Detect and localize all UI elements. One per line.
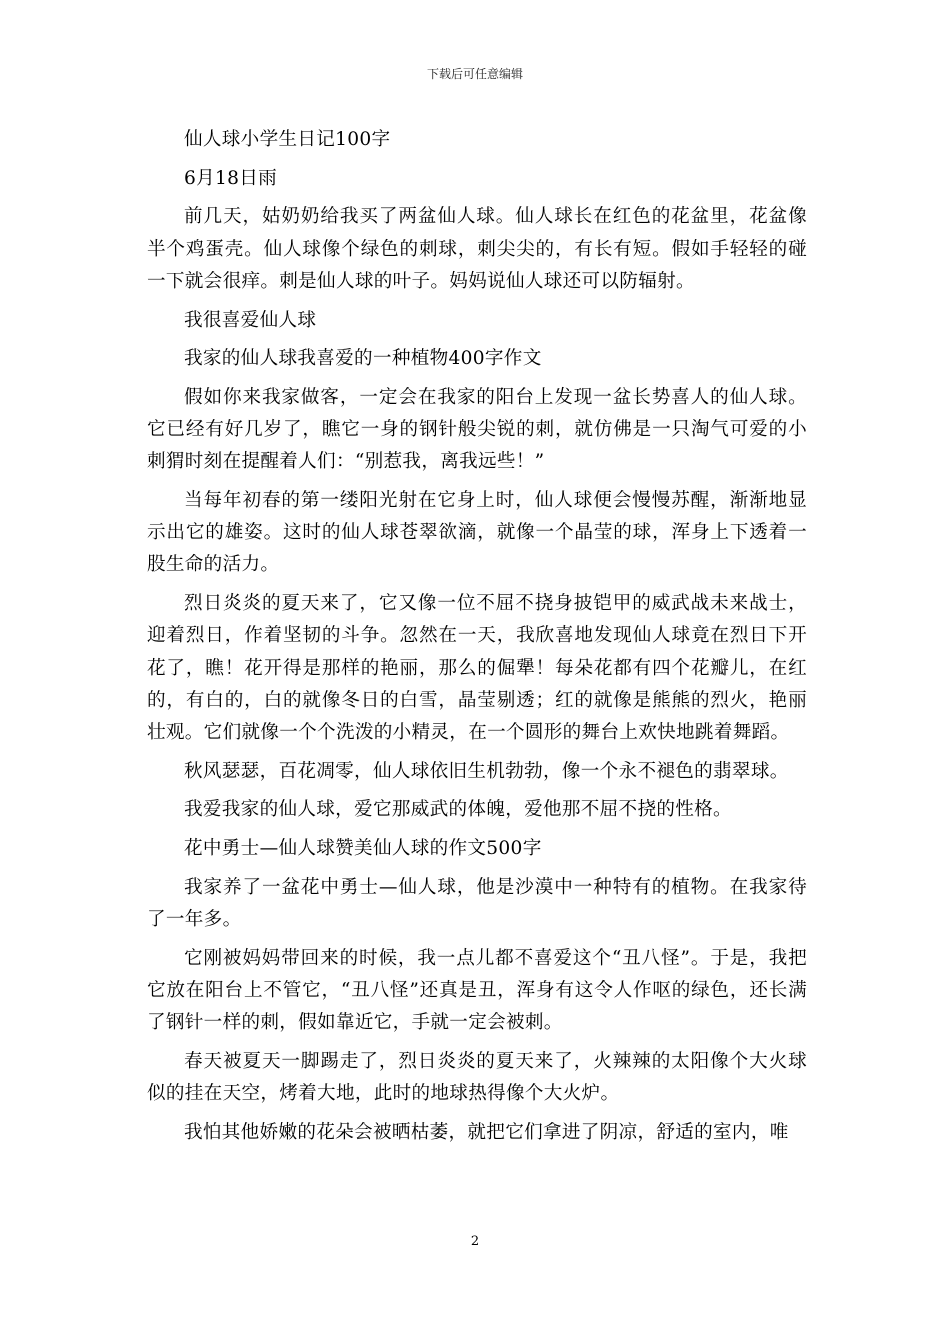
page-header: 下载后可任意编辑 [426,67,523,81]
paragraph: 春天被夏天一脚踢走了，烈日炎炎的夏天来了，火辣辣的太阳像个大火球似的挂在天空，烤着大地，此时的地球热得像个大火炉。 [147,1050,807,1104]
essay-title: 我家的仙人球我喜爱的一种植物400字作文 [184,348,542,370]
paragraph: 我爱我家的仙人球，爱它那威武的体魄，爱他那不屈不挠的性格。 [184,799,732,821]
paragraph: 当每年初春的第一缕阳光射在它身上时，仙人球便会慢慢苏醒，渐渐地显示出它的雄姿。这时的仙人球苍翠欲滴，就像一个晶莹的球，浑身上下透着一股生命的活力。 [147,490,807,576]
essay-title: 花中勇士—仙人球赞美仙人球的作文500字 [184,838,542,860]
paragraph: 前几天，姑奶奶给我买了两盆仙人球。仙人球长在红色的花盆里，花盆像半个鸡蛋壳。仙人球像个绿色的刺球，刺尖尖的，有长有短。假如手轻轻的碰一下就会很痒。刺是仙人球的叶子。妈妈说仙人球还可以防辐射。 [147,206,807,292]
paragraph: 我家养了一盆花中勇士—仙人球，他是沙漠中一种特有的植物。在我家待了一年多。 [147,876,807,930]
paragraph: 它刚被妈妈带回来的时候，我一点儿都不喜爱这个“丑八怪”。于是，我把它放在阳台上不管它，“丑八怪”还真是丑，浑身有这令人作呕的绿色，还长满了钢针一样的刺，假如靠近它，手就一定会被刺。 [147,947,807,1034]
paragraph: 我怕其他娇嫩的花朵会被晒枯萎，就把它们拿进了阴凉，舒适的室内，唯 [184,1121,789,1143]
paragraph: 我很喜爱仙人球 [184,309,317,331]
document-body [147,124,807,1149]
diary-title: 仙人球小学生日记100字 [184,129,391,150]
page-number: 2 [470,1234,480,1249]
paragraph: 秋风瑟瑟，百花凋零，仙人球依旧生机勃勃，像一个永不褪色的翡翠球。 [184,760,789,782]
diary-date: 6月18日雨 [184,167,278,189]
paragraph: 假如你来我家做客，一定会在我家的阳台上发现一盆长势喜人的仙人球。它已经有好几岁了，瞧它一身的钢针般尖锐的刺，就仿佛是一只淘气可爱的小刺猬时刻在提醒着人们：“别惹我，离我远些！” [147,386,807,473]
paragraph: 烈日炎炎的夏天来了，它又像一位不屈不挠身披铠甲的威武战未来战士，迎着烈日，作着坚韧的斗争。忽然在一天，我欣喜地发现仙人球竟在烈日下开花了，瞧！花开得是那样的艳丽，那么的倔犟！每朵花都有四个花瓣儿，在红的，有白的，白的就像冬日的白雪，晶莹剔透；红的就像是熊熊的烈火，艳丽壮观。它们就像一个个洗泼的小精灵，在一个圆形的舞台上欢快地跳着舞蹈。 [147,593,807,743]
